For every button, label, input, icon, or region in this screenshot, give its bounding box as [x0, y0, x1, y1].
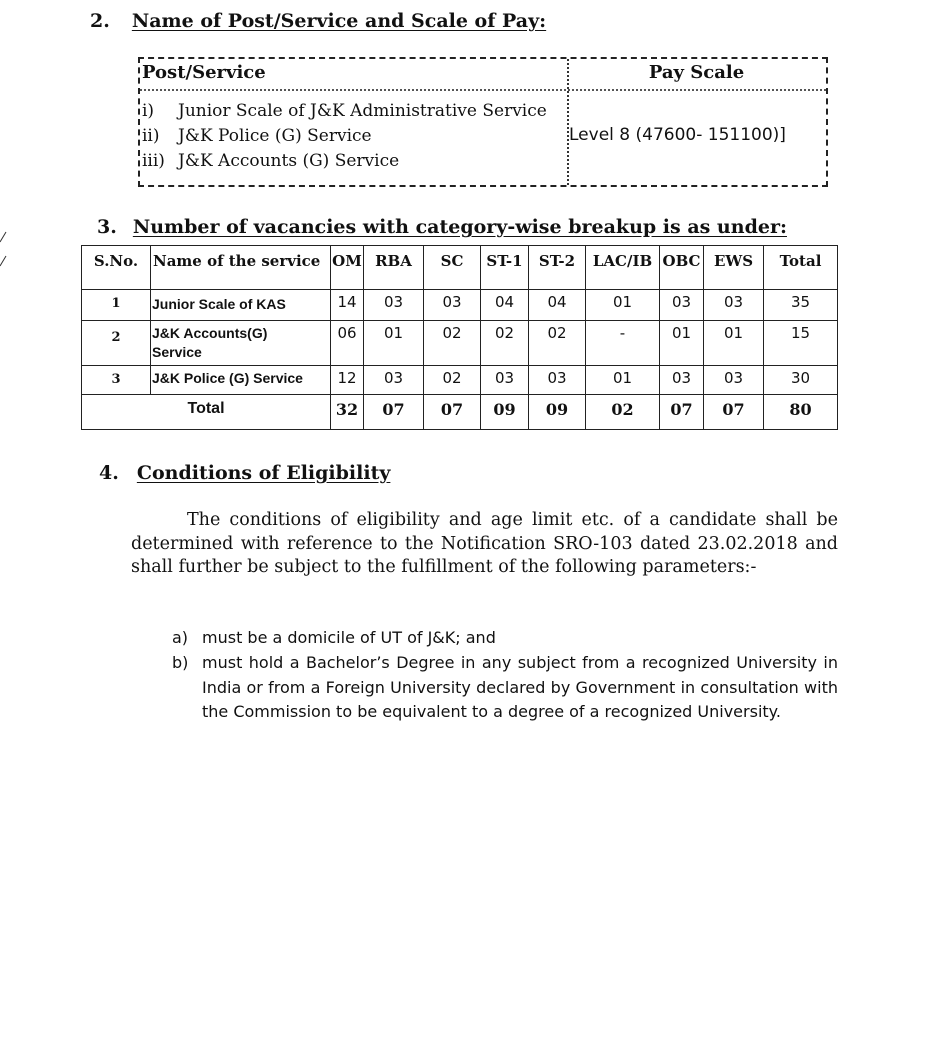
table-cell: 02: [529, 321, 586, 366]
column-header: Total: [764, 246, 838, 290]
service-item-name: J&K Police (G) Service: [178, 126, 372, 146]
column-header: OM: [331, 246, 364, 290]
section-3-heading: [97, 216, 787, 238]
table-cell-total: 32: [331, 395, 364, 430]
table-row: [82, 366, 838, 395]
table-cell-service: J&K Police (G) Service: [151, 366, 331, 395]
column-header: EWS: [704, 246, 764, 290]
table-cell-total: 07: [704, 395, 764, 430]
table-cell: 06: [331, 321, 364, 366]
table-cell: 04: [481, 290, 529, 321]
column-header: SC: [424, 246, 481, 290]
table-cell: 15: [764, 321, 838, 366]
service-name-text: J&K Accounts(G) Service: [152, 325, 268, 360]
table-cell-sno: 1: [82, 290, 151, 321]
table-cell-total: 07: [424, 395, 481, 430]
condition-item: [172, 651, 838, 725]
post-service-header: Post/Service: [142, 62, 266, 83]
table-cell: 02: [424, 366, 481, 395]
column-header: LAC/IB: [586, 246, 660, 290]
eligibility-paragraph-text: The conditions of eligibility and age limit etc. of a candidate shall be determined with reference to the Notification SRO-103 dated 23.02.2018 and shall further be subject to the fulfillment of the following parameters:-: [131, 510, 838, 577]
table-cell: 01: [704, 321, 764, 366]
table-cell-sno: 2: [82, 321, 151, 366]
column-header: ST-2: [529, 246, 586, 290]
service-item-name: J&K Accounts (G) Service: [178, 151, 400, 171]
table-cell: 12: [331, 366, 364, 395]
table-cell: 03: [364, 290, 424, 321]
table-cell-total: 07: [660, 395, 704, 430]
table-cell: 01: [660, 321, 704, 366]
table-cell: -: [586, 321, 660, 366]
section-4-number: 4.: [99, 462, 119, 484]
table-cell: 01: [586, 290, 660, 321]
condition-item: [172, 626, 838, 651]
condition-text: must be a domicile of UT of J&K; and: [202, 628, 496, 647]
pay-scale-value: Level 8 (47600- 151100)]: [569, 125, 786, 145]
table-header-row: [82, 246, 838, 290]
column-header: ST-1: [481, 246, 529, 290]
table-total-row: [82, 395, 838, 430]
table-cell-service: [151, 321, 331, 366]
section-2-title: Name of Post/Service and Scale of Pay:: [131, 10, 547, 32]
service-item-numeral: ii): [142, 126, 160, 146]
table-cell: 03: [424, 290, 481, 321]
section-3-number: 3.: [97, 216, 117, 238]
table-cell: 03: [660, 290, 704, 321]
pay-scale-box: [138, 57, 828, 187]
table-cell: 03: [704, 366, 764, 395]
margin-scribble-icon: [0, 230, 8, 270]
table-row: [82, 290, 838, 321]
table-cell-total: 02: [586, 395, 660, 430]
table-cell: 02: [424, 321, 481, 366]
eligibility-paragraph: [131, 509, 838, 580]
service-item: [142, 126, 372, 146]
table-cell: 03: [704, 290, 764, 321]
table-cell: 35: [764, 290, 838, 321]
table-cell-service: Junior Scale of KAS: [151, 290, 331, 321]
section-4-heading: [99, 462, 390, 484]
service-item-numeral: iii): [142, 151, 165, 171]
column-header: S.No.: [82, 246, 151, 290]
condition-text: must hold a Bachelor’s Degree in any subject from a recognized University in India or from a Foreign University declared by Government in consultation with the Commission to be equivalent to a degree of a recognized University.: [202, 653, 838, 721]
pay-scale-header: Pay Scale: [648, 62, 745, 83]
table-cell-total: 09: [529, 395, 586, 430]
table-cell: 03: [364, 366, 424, 395]
section-2-number: 2.: [90, 10, 110, 32]
column-header: Name of the service: [151, 246, 331, 290]
table-cell-total: 09: [481, 395, 529, 430]
table-cell: 03: [481, 366, 529, 395]
condition-marker: a): [172, 628, 189, 647]
table-cell: 02: [481, 321, 529, 366]
service-item: [142, 101, 547, 121]
table-cell: 01: [364, 321, 424, 366]
table-cell: 03: [529, 366, 586, 395]
table-cell: 04: [529, 290, 586, 321]
total-label: Total: [82, 395, 331, 430]
service-item-name: Junior Scale of J&K Administrative Service: [178, 101, 547, 121]
vacancy-table: [81, 245, 838, 430]
table-cell: 30: [764, 366, 838, 395]
table-cell-sno: 3: [82, 366, 151, 395]
section-3-title: Number of vacancies with category-wise breakup is as under:: [132, 216, 787, 238]
service-item-numeral: i): [142, 101, 155, 121]
table-cell-total: 80: [764, 395, 838, 430]
table-row: [82, 321, 838, 366]
column-header: RBA: [364, 246, 424, 290]
table-cell: 03: [660, 366, 704, 395]
table-cell: 14: [331, 290, 364, 321]
service-item: [142, 151, 399, 171]
table-cell: 01: [586, 366, 660, 395]
table-cell-total: 07: [364, 395, 424, 430]
condition-marker: b): [172, 653, 189, 672]
column-header: OBC: [660, 246, 704, 290]
pay-box-header-divider: [140, 89, 826, 91]
section-4-title: Conditions of Eligibility: [136, 462, 391, 484]
section-2-heading: [90, 10, 546, 32]
